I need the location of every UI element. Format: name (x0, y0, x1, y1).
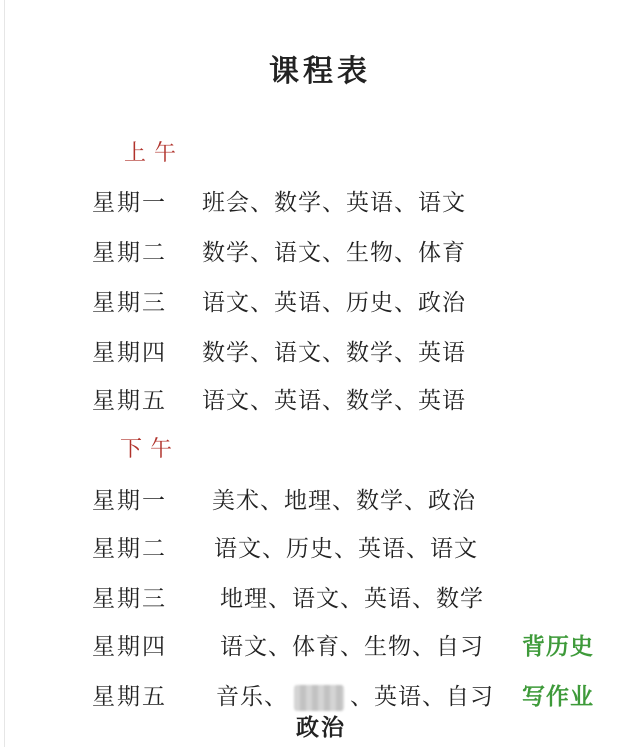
subject-list: 语文、历史、英语、语文 (214, 536, 478, 562)
schedule-row-morning-fri (0, 382, 640, 418)
page-title: 课程表 (269, 54, 371, 89)
day-label: 星期二 (92, 240, 167, 266)
schedule-row-morning-mon (0, 184, 640, 220)
subject-list-part: 音乐、 (216, 684, 288, 710)
handwritten-note: 写作业 (522, 683, 594, 710)
morning-section-label: 上午 (124, 141, 185, 166)
subject-list: 语文、英语、数学、英语 (202, 388, 466, 414)
day-label: 星期一 (92, 190, 167, 216)
afternoon-section-label: 下午 (120, 437, 181, 462)
handwritten-note: 背历史 (522, 633, 594, 660)
schedule-row-afternoon-tue (0, 530, 640, 566)
day-label: 星期三 (92, 290, 167, 316)
day-label: 星期五 (92, 388, 167, 414)
subject-list: 地理、语文、英语、数学 (220, 586, 484, 612)
schedule-row-afternoon-wed (0, 580, 640, 616)
subject-list: 美术、地理、数学、政治 (212, 488, 476, 514)
schedule-row-morning-tue (0, 234, 640, 270)
day-label: 星期四 (92, 340, 167, 366)
schedule-row-morning-thu (0, 334, 640, 370)
day-label: 星期二 (92, 536, 167, 562)
schedule-row-afternoon-thu (0, 628, 640, 664)
day-label: 星期四 (92, 634, 167, 660)
schedule-row-afternoon-mon (0, 482, 640, 518)
subject-list: 语文、英语、历史、政治 (202, 290, 466, 316)
blurred-subject-redaction (294, 685, 344, 711)
subject-list: 语文、体育、生物、自习 (220, 634, 484, 660)
schedule-row-morning-wed (0, 284, 640, 320)
subject-list: 数学、语文、生物、体育 (202, 240, 466, 266)
subject-list-part: 、英语、自习 (350, 684, 494, 710)
day-label: 星期三 (92, 586, 167, 612)
subject-list: 班会、数学、英语、语文 (202, 190, 466, 216)
subject-list (216, 678, 494, 711)
bottom-subject-word: 政治 (296, 714, 346, 741)
day-label: 星期五 (92, 684, 167, 710)
subject-list: 数学、语文、数学、英语 (202, 340, 466, 366)
day-label: 星期一 (92, 488, 167, 514)
